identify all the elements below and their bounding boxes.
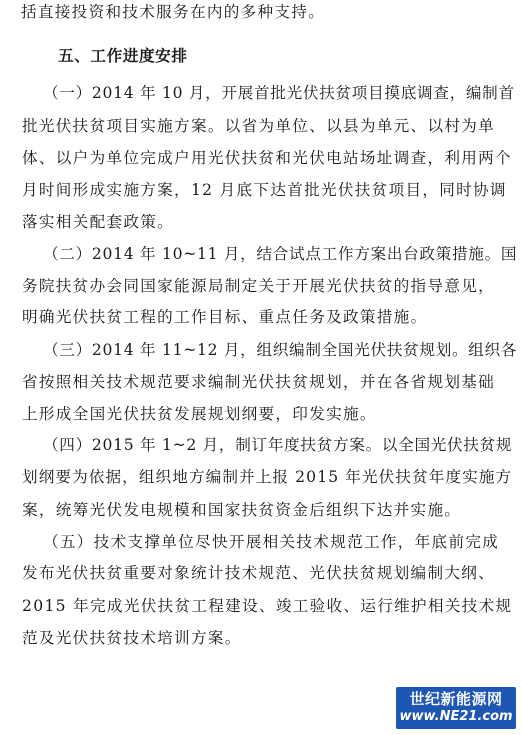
- text-line: 范及光伏扶贫技术培训方案。: [22, 629, 242, 647]
- text-line: 体、以户为单位完成户用光伏扶贫和光伏电站场址调查，利用两个: [22, 149, 512, 167]
- text-line: 发布光伏扶贫重要对象统计技术规范、光伏扶贫规划编制大纲、: [22, 564, 496, 582]
- text-line: 括直接投资和技术服务在内的多种支持。: [21, 3, 326, 21]
- text-line: 省按照相关技术规范要求编制光伏扶贫规划，并在各省规划基础: [22, 373, 496, 391]
- text-line: （五）技术支撑单位尽快开展相关技术规范工作，年底前完成: [43, 533, 500, 551]
- section-heading: 五、工作进度安排: [58, 47, 188, 65]
- site-watermark: [396, 687, 516, 729]
- text-line: 划纲要为依据，组织地方编制并上报 2015 年光伏扶贫年度实施方: [22, 468, 513, 486]
- text-line: 案，统筹光伏发电规模和国家扶贫资金后组织下达并实施。: [22, 501, 462, 519]
- text-line: （三）2014 年 11~12 月，组织编制全国光伏扶贫规划。组织各: [43, 341, 518, 359]
- text-line: 批光伏扶贫项目实施方案。以省为单位、以县为单元、以村为单: [22, 117, 496, 135]
- text-line: （二）2014 年 10~11 月，结合试点工作方案出台政策措施。国: [43, 245, 518, 263]
- text-line: （四）2015 年 1~2 月，制订年度扶贫方案。以全国光伏扶贫规: [43, 436, 513, 454]
- text-line: 2015 年完成光伏扶贫工程建设、竣工验收、运行维护相关技术规: [22, 597, 513, 615]
- text-line: （一）2014 年 10 月，开展首批光伏扶贫项目摸底调查，编制首: [43, 84, 515, 102]
- text-line: 落实相关配套政策。: [22, 213, 175, 231]
- text-line: 月时间形成实施方案，12 月底下达首批光伏扶贫项目，同时协调: [22, 181, 507, 199]
- text-line: 明确光伏扶贫工程的工作目标、重点任务及政策措施。: [22, 308, 428, 326]
- watermark-title: 世纪新能源网: [409, 690, 503, 708]
- text-line: 上形成全国光伏扶贫发展规划纲要，印发实施。: [22, 405, 377, 423]
- watermark-url: www.NE21.com: [399, 709, 513, 724]
- text-line: 务院扶贫办会同国家能源局制定关于开展光伏扶贫的指导意见，: [22, 277, 496, 295]
